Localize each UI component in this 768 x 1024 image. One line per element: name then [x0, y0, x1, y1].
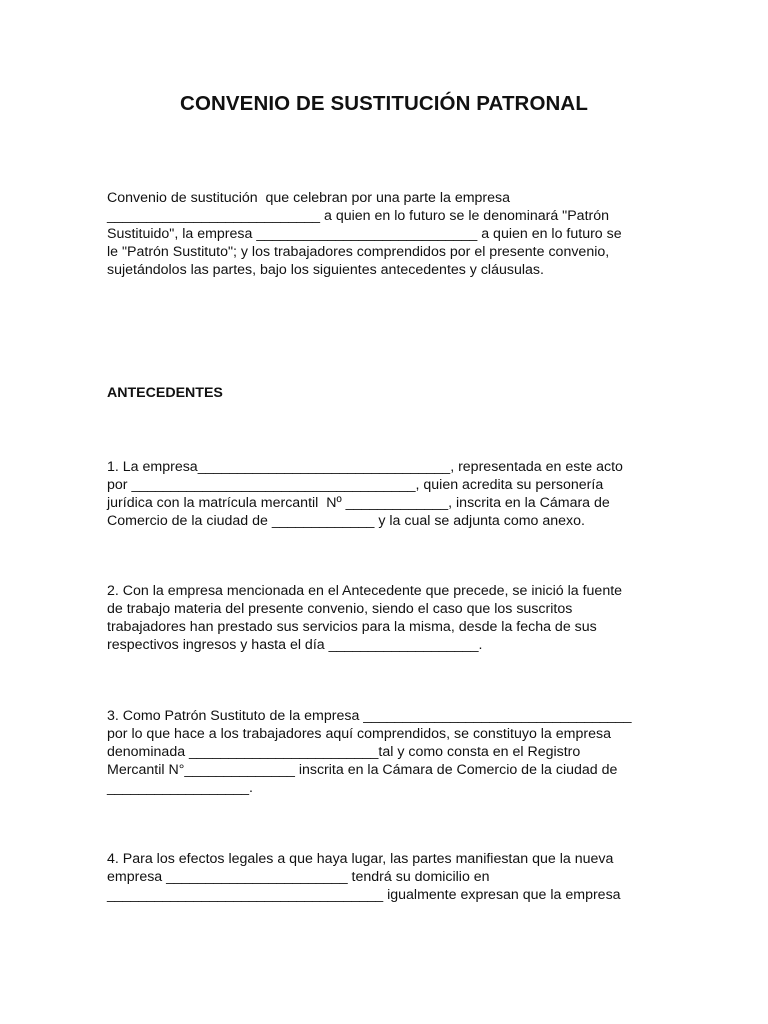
- section-heading-antecedentes: ANTECEDENTES: [107, 385, 223, 401]
- text-line: le "Patrón Sustituto"; y los trabajadores comprendidos por el presente convenio,: [107, 244, 610, 260]
- antecedent-3: [107, 707, 667, 797]
- antecedent-4: [107, 850, 667, 904]
- text-line: 3. Como Patrón Sustituto de la empresa __________________________________: [107, 708, 632, 724]
- text-line: 1. La empresa________________________________, representada en este acto: [107, 459, 623, 475]
- text-line: Comercio de la ciudad de _____________ y la cual se adjunta como anexo.: [107, 513, 585, 529]
- text-line: por ____________________________________, quien acredita su personería: [107, 477, 604, 493]
- text-line: ___________________________________ igualmente expresan que la empresa: [107, 887, 621, 903]
- text-line: de trabajo materia del presente convenio, siendo el caso que los suscritos: [107, 601, 573, 617]
- text-line: respectivos ingresos y hasta el día ___________________.: [107, 637, 483, 653]
- text-line: Mercantil N°______________ inscrita en la Cámara de Comercio de la ciudad de: [107, 762, 618, 778]
- text-line: jurídica con la matrícula mercantil Nº _____________, inscrita en la Cámara de: [107, 495, 610, 511]
- antecedent-1: [107, 458, 667, 530]
- antecedent-2: [107, 582, 667, 654]
- intro-paragraph: [107, 189, 667, 279]
- text-line: por lo que hace a los trabajadores aquí comprendidos, se constituyo la empresa: [107, 726, 611, 742]
- text-line: empresa _______________________ tendrá su domicilio en: [107, 869, 490, 885]
- text-line: trabajadores han prestado sus servicios para la misma, desde la fecha de sus: [107, 619, 597, 635]
- text-line: __________________.: [107, 780, 253, 796]
- document-title: CONVENIO DE SUSTITUCIÓN PATRONAL: [180, 92, 588, 115]
- text-line: sujetándolos las partes, bajo los siguientes antecedentes y cláusulas.: [107, 262, 544, 278]
- text-line: Convenio de sustitución que celebran por una parte la empresa: [107, 190, 511, 206]
- text-line: 4. Para los efectos legales a que haya lugar, las partes manifiestan que la nueva: [107, 851, 614, 867]
- text-line: ___________________________ a quien en lo futuro se le denominará "Patrón: [107, 208, 610, 224]
- text-line: 2. Con la empresa mencionada en el Antecedente que precede, se inició la fuente: [107, 583, 623, 599]
- text-line: denominada ________________________tal y como consta en el Registro: [107, 744, 581, 760]
- text-line: Sustituido", la empresa ____________________________ a quien en lo futuro se: [107, 226, 622, 242]
